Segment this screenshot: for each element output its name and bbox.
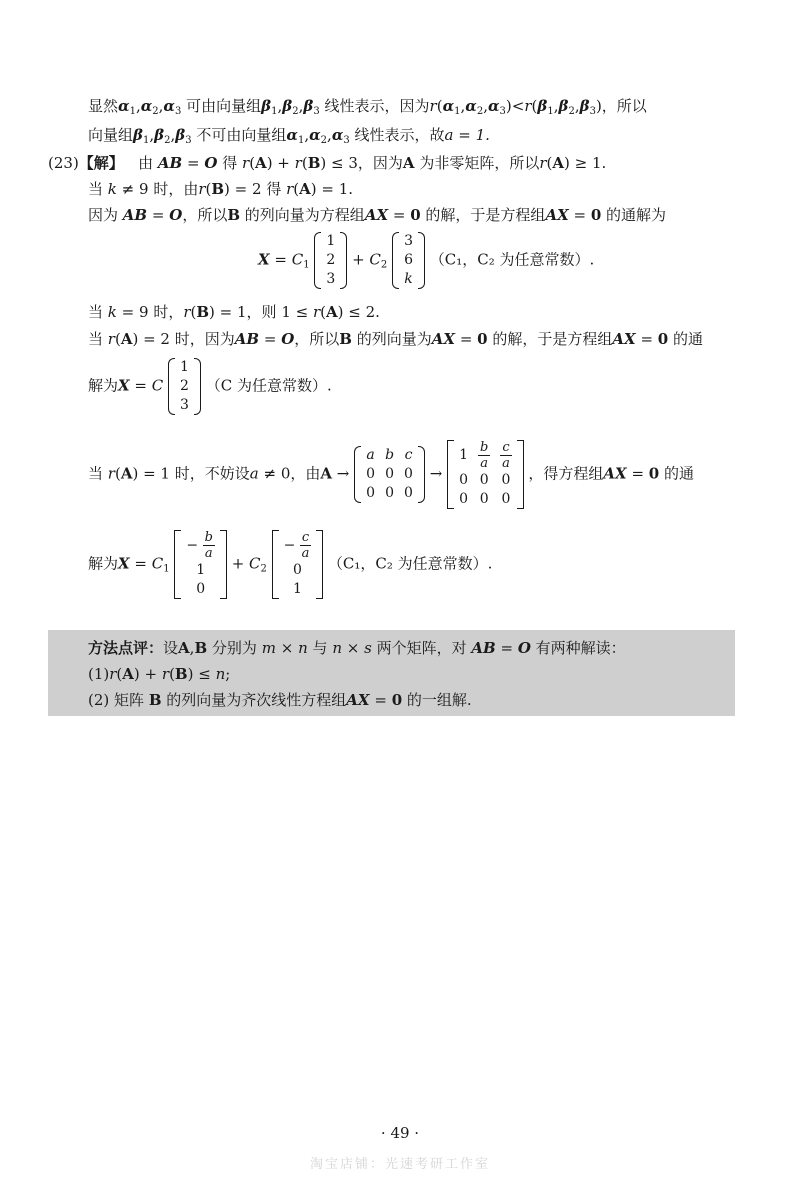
text-line: 当 r(A) = 2 时，因为AB = O，所以B 的列向量为AX = 0 的解，于是方程组AX = 0 的通 bbox=[88, 330, 704, 348]
matrix-reduced: 1 $\frac{b}{a}$ $\frac{c}{a}$ 0 0 0 0 0 0 bbox=[447, 440, 524, 509]
vector-1: 1 2 3 bbox=[314, 232, 347, 289]
method-note-box bbox=[48, 630, 735, 716]
text-line: 显然$\alpha_1,\alpha_2,\alpha_3$ 可由向量组$\beta_1,\beta_2,\beta_3$ 线性表示，因为$r(\alpha_1,\alpha_2,\alpha_3)<r(\beta_1,\beta_2,\beta_3)$，所以 bbox=[88, 97, 647, 117]
row-reduction-line: 当 r(A) = 1 时，不妨设a ≠ 0，由A → a b c 0 0 0 0 0 0 → 1 $\frac{b}{a}$ $\frac{c}{a}$ 0 0 0 0 0 0 ，得方程组AX = 0 的通 bbox=[88, 440, 695, 507]
general-solution-eq1: $X = C_1$ 1 2 3 + $C_2$ 3 6 k （C₁，C₂ 为任意常数）. bbox=[258, 233, 595, 287]
q23-line1: (23)【解】 由 AB = O 得 r(A) + r(B) ≤ 3，因为A 为非零矩阵，所以r(A) ≥ 1. bbox=[48, 154, 607, 172]
note-line3: (2) 矩阵 B 的列向量为齐次线性方程组AX = 0 的一组解. bbox=[88, 691, 472, 709]
watermark: 淘宝店铺：光速考研工作室 bbox=[309, 1157, 490, 1172]
text-line: 当 k ≠ 9 时，由r(B) = 2 得 r(A) = 1. bbox=[88, 180, 354, 198]
text-line: 因为 AB = O，所以B 的列向量为方程组AX = 0 的解，于是方程组AX = 0 的通解为 bbox=[88, 206, 667, 224]
vector-2: 3 6 k bbox=[392, 232, 425, 289]
solution-tag: 【解】 bbox=[78, 154, 124, 172]
page-number: · 49 · bbox=[380, 1124, 420, 1142]
text-line: 当 k = 9 时，r(B) = 1，则 1 ≤ r(A) ≤ 2. bbox=[88, 303, 380, 321]
question-number: (23) bbox=[48, 154, 79, 172]
vector-4: − $\frac{b}{a}$ 1 0 bbox=[174, 530, 227, 599]
text-line: 向量组$\beta_1,\beta_2,\beta_3$ 不可由向量组$\alpha_1,\alpha_2,\alpha_3$ 线性表示，故a = 1. bbox=[88, 126, 490, 146]
general-solution-eq2: 解为X = C 1 2 3 （C 为任意常数）. bbox=[88, 359, 332, 413]
matrix-a: a b c 0 0 0 0 0 0 bbox=[354, 446, 425, 503]
note-line2: (1)r(A) + r(B) ≤ n; bbox=[88, 665, 231, 683]
note-line1: 方法点评：设A,B 分别为 m × n 与 n × s 两个矩阵，对 AB = O 有两种解读： bbox=[88, 639, 626, 657]
general-solution-eq3: 解为$X = C_1$ − $\frac{b}{a}$ 1 0 + $C_2$ − $\frac{c}{a}$ 0 1 （C₁，C₂ 为任意常数）. bbox=[88, 530, 493, 597]
vector-5: − $\frac{c}{a}$ 0 1 bbox=[272, 530, 323, 599]
vector-3: 1 2 3 bbox=[168, 358, 201, 415]
